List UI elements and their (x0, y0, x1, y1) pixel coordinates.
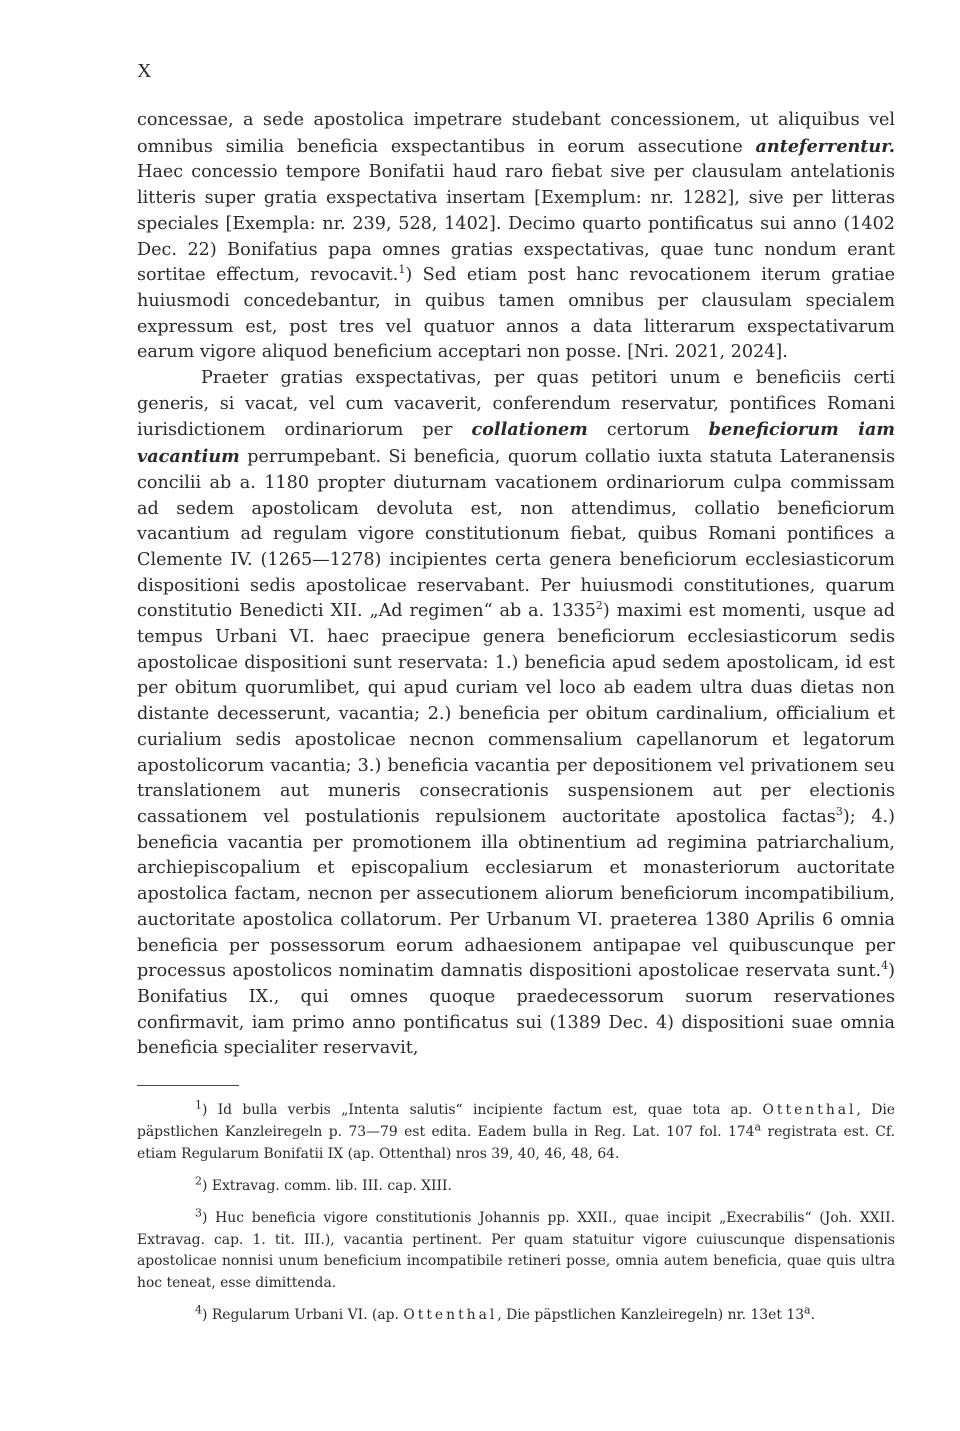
footnote-4-text-a: ) Regularum Urbani VI. (ap. (202, 1307, 404, 1324)
footnote-1-number: 1 (195, 1098, 202, 1112)
paragraph-2-emphasis-2: beneficiorum iam vacantium (137, 419, 895, 468)
footnote-3-number: 3 (195, 1206, 202, 1219)
footnote-ref-1: 1 (398, 263, 406, 277)
footnote-ref-2: 2 (595, 599, 603, 613)
footnote-divider (137, 1085, 239, 1086)
paragraph-2-text-a: Praeter gratias exspectativas, per quas petitori unum e beneficiis certi generis, si vacat, vel cum vacaverit, conferendum reservatur, pontifices Romani iurisdictionem ordinariorum per (137, 368, 895, 441)
footnotes (137, 1100, 895, 1337)
footnote-1-text-b: , Die päpstlichen Kanzleiregeln p. 73—79 est edita. Eadem bulla in Reg. Lat. 107 fol. 174 (137, 1102, 895, 1140)
footnote-ref-4: 4 (881, 959, 889, 973)
paragraph-2-text-c: perrumpebant. Si beneficia, quorum collatio iuxta statuta Lateranensis concilii ab a. 1180 propter diuturnam vacationem ordinariorum culpa commissam ad sedem apostolicam devoluta est, non attendimus, collatio beneficiorum vacantium ad regulam vigore constitutionum fiebat, quibus Romani pontifices a Clemente IV. (1265—1278) incipientes certa genera beneficiorum ecclesiasticorum dispositioni sedis apostolicae reservabant. Per huiusmodi constitutiones, quarum constitutio Benedicti XII. „Ad regimen“ ab a. 1335 (137, 447, 895, 622)
paragraph-2-text-b: certorum (587, 420, 709, 441)
paragraph-2-emphasis-1: collationem (471, 419, 588, 441)
footnote-4-author: Ottenthal (403, 1307, 498, 1324)
footnote-4 (137, 1305, 895, 1327)
footnote-2-number: 2 (195, 1174, 202, 1188)
footnote-1-folio-sup: a (754, 1120, 762, 1134)
footnote-4-text-b: , Die päpstlichen Kanzleiregeln) nr. 13et 13 (497, 1307, 805, 1324)
footnote-1-text-a: ) Id bulla verbis „Intenta salutis“ incipiente factum est, quae tota ap. (202, 1102, 763, 1118)
main-text (137, 108, 895, 1062)
paragraph-2 (137, 366, 895, 1062)
paragraph-1-text-a: concessae, a sede apostolica impetrare studebant concessionem, ut aliquibus vel omnibus similia beneficia exspectantibus in eorum assecutione (137, 110, 895, 157)
paragraph-1 (137, 108, 895, 366)
footnote-1-author: Ottenthal (762, 1102, 857, 1118)
footnote-1-text-c: registrata est. Cf. etiam Regularum Bonifatii IX (ap. Ottenthal) nros 39, 40, 46, 48, 64. (137, 1123, 895, 1162)
footnote-4-number: 4 (195, 1303, 202, 1317)
paragraph-1-emphasis: anteferrentur. (755, 135, 895, 157)
footnote-4-text-c: . (810, 1307, 816, 1324)
footnote-3 (137, 1208, 895, 1296)
page-number: X (137, 60, 153, 82)
paragraph-2-text-d: ) maximi est momenti, usque ad tempus Urbani VI. haec praecipue genera beneficiorum ecclesiasticorum sedis apostolicae dispositioni sunt reservata: 1.) beneficia apud sedem apostolicam, id est per obitum quorumlibet, qui apud curiam vel loco ab eadem ultra duas dietas non distante decesserunt, vacantia; 2.) beneficia per obitum cardinalium, officialium et curialium sedis apostolicae necnon commensalium capellanorum et legatorum apostolicorum vacantia; 3.) beneficia vacantia per depositionem vel privationem seu translationem aut muneris consecrationis suspensionem aut per electionis cassationem vel postulationis repulsionem auctoritate apostolica factas (137, 601, 895, 827)
footnote-ref-3: 3 (835, 805, 843, 819)
footnote-3-text: ) Huc beneficia vigore constitutionis Johannis pp. XXII., quae incipit „Execrabilis“ (Joh. XXII. Extravag. cap. 1. tit. III.), vacantia pertinent. Per quam statuitur vigore cuiuscunque dispensationis apostolicae nonnisi unum beneficium incompatibile retineri posse, omnia autem beneficia, quae quis ultra hoc teneat, esse dimittenda. (137, 1209, 895, 1292)
paragraph-1-text-b: Haec concessio tempore Bonifatii haud raro fiebat sive per clausulam antelationis litteris super gratia exspectativa insertam [Exemplum: nr. 1282], sive per litteras speciales [Exempla: nr. 239, 528, 1402]. Decimo quarto pontificatus sui anno (1402 Dec. 22) Bonifatius papa omnes gratias exspectativas, quae tunc nondum erant sortitae effectum, revocavit. (137, 162, 895, 286)
paragraph-1-text-c: ) Sed etiam post hanc revocationem iterum gratiae huiusmodi concedebantur, in quibus tamen omnibus per clausulam specialem expressum est, post tres vel quatuor annos a data litterarum exspectativarum earum vigore aliquod beneficium acceptari non posse. [Nri. 2021, 2024]. (137, 265, 896, 363)
footnote-2-text: ) Extravag. comm. lib. III. cap. XIII. (202, 1177, 452, 1194)
paragraph-2-text-e: ); 4.) beneficia vacantia per promotionem illa obtinentium ad regimina patriarchalium, archiepiscopalium et episcopalium ecclesiarum et monasteriorum auctoritate apostolica factam, necnon per assecutionem aliorum beneficiorum incompatibilium, auctoritate apostolica collatorum. Per Urbanum VI. praeterea 1380 Aprilis 6 omnia beneficia per possessorum eorum adhaesionem antipapae vel quibuscunque per processus apostolicos nominatim damnatis dispositioni apostolicae reservata sunt. (137, 806, 895, 982)
footnote-2 (137, 1176, 895, 1198)
footnote-4-rule-sup: a (804, 1303, 811, 1317)
paragraph-2-text-f: ) Bonifatius IX., qui omnes quoque praedecessorum suorum reservationes confirmavit, iam primo anno pontificatus sui (1389 Dec. 4) dispositioni suae omnia beneficia specialiter reservavit, (137, 961, 895, 1059)
footnote-1 (137, 1100, 895, 1166)
